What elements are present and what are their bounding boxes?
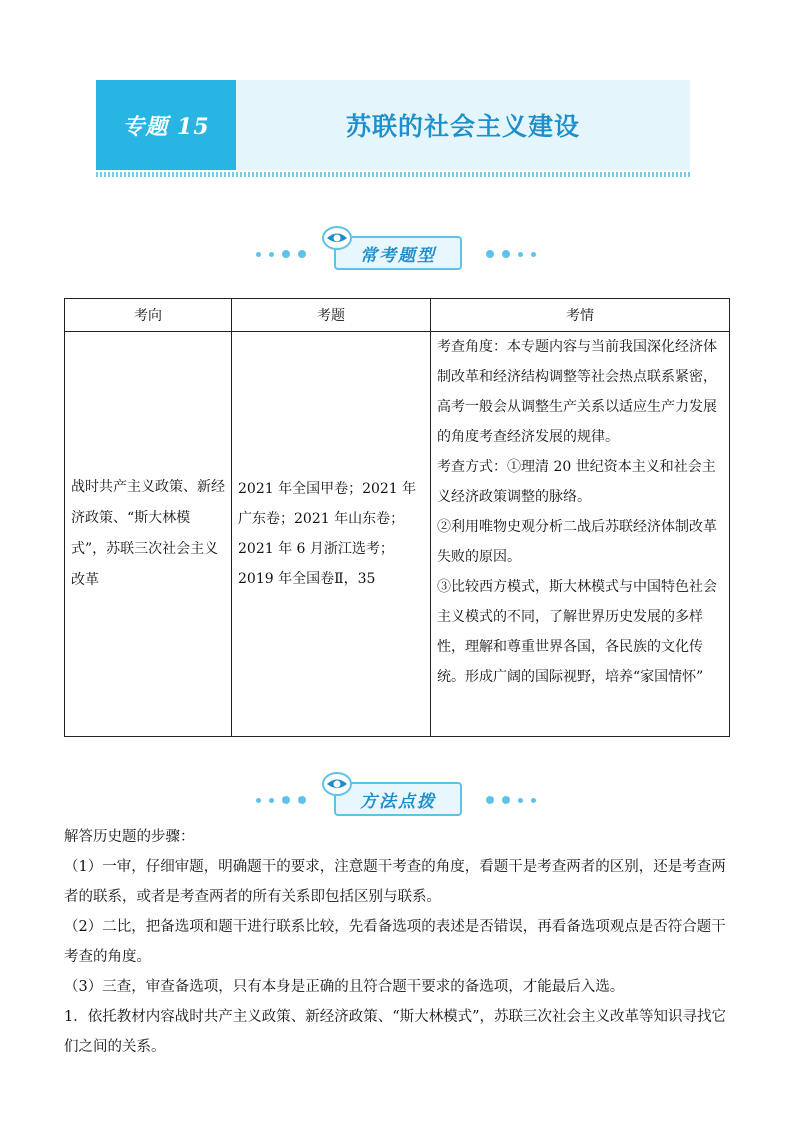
decor-dots-right (486, 796, 536, 804)
detail-angle: 考查角度：本专题内容与当前我国深化经济体制改革和经济结构调整等社会热点联系紧密，高考一般会从调整生产关系以适应生产力发展的角度考查经济发展的规律。 (437, 339, 717, 445)
detail-method-1: 考查方式：①理清 20 世纪资本主义和社会主义经济政策调整的脉络。 (437, 459, 716, 505)
decor-dots-right (486, 250, 536, 258)
section-exam-types (256, 226, 536, 270)
method-step-1: （1）一审，仔细审题，明确题干的要求，注意题干考查的角度，看题干是考查两者的区别，还是考查两者的联系，或者是考查两者的所有关系即包括区别与联系。 (64, 859, 726, 905)
header-situation: 考情 (431, 299, 730, 332)
eye-icon (322, 772, 352, 796)
page-title-box (236, 80, 690, 170)
method-text (64, 822, 730, 1062)
decor-dots-left (256, 796, 306, 804)
cell-direction: 战时共产主义政策、新经济政策、“斯大林模式”，苏联三次社会主义改革 (65, 332, 232, 737)
method-point-1: 1．依托教材内容战时共产主义政策、新经济政策、“斯大林模式”，苏联三次社会主义改革等知识寻找它们之间的关系。 (64, 1009, 727, 1055)
exam-table (64, 298, 730, 737)
table-row (65, 332, 730, 737)
eye-icon (322, 226, 352, 250)
header-questions: 考题 (232, 299, 431, 332)
cell-questions: 2021 年全国甲卷；2021 年广东卷；2021 年山东卷；2021 年 6 月浙江选考；2019 年全国卷Ⅱ，35 (232, 332, 431, 737)
topic-tag (96, 80, 236, 170)
topic-banner (96, 80, 690, 170)
detail-method-2: ②利用唯物史观分析二战后苏联经济体制改革失败的原因。 (437, 519, 717, 565)
section-title: 方法点拨 (360, 791, 436, 812)
table-header-row (65, 299, 730, 332)
section-title: 常考题型 (360, 245, 436, 266)
method-step-2: （2）二比，把备选项和题干进行联系比较，先看备选项的表述是否错误，再看备选项观点是否符合题干考查的角度。 (64, 919, 726, 965)
banner-divider (96, 172, 690, 177)
page-title: 苏联的社会主义建设 (345, 112, 580, 141)
header-direction: 考向 (65, 299, 232, 332)
section-badge-box (334, 782, 462, 816)
detail-method-3: ③比较西方模式，斯大林模式与中国特色社会主义模式的不同，了解世界历史发展的多样性，理解和尊重世界各国，各民族的文化传统。形成广阔的国际视野，培养“家国情怀” (437, 579, 717, 685)
topic-number: 专题 15 (122, 113, 210, 140)
cell-details (431, 332, 730, 737)
method-step-3: （3）三查，审查备选项，只有本身是正确的且符合题干要求的备选项，才能最后入选。 (64, 979, 625, 995)
decor-dots-left (256, 250, 306, 258)
section-methods (256, 772, 536, 816)
section-badge-box (334, 236, 462, 270)
method-intro: 解答历史题的步骤： (64, 829, 195, 845)
